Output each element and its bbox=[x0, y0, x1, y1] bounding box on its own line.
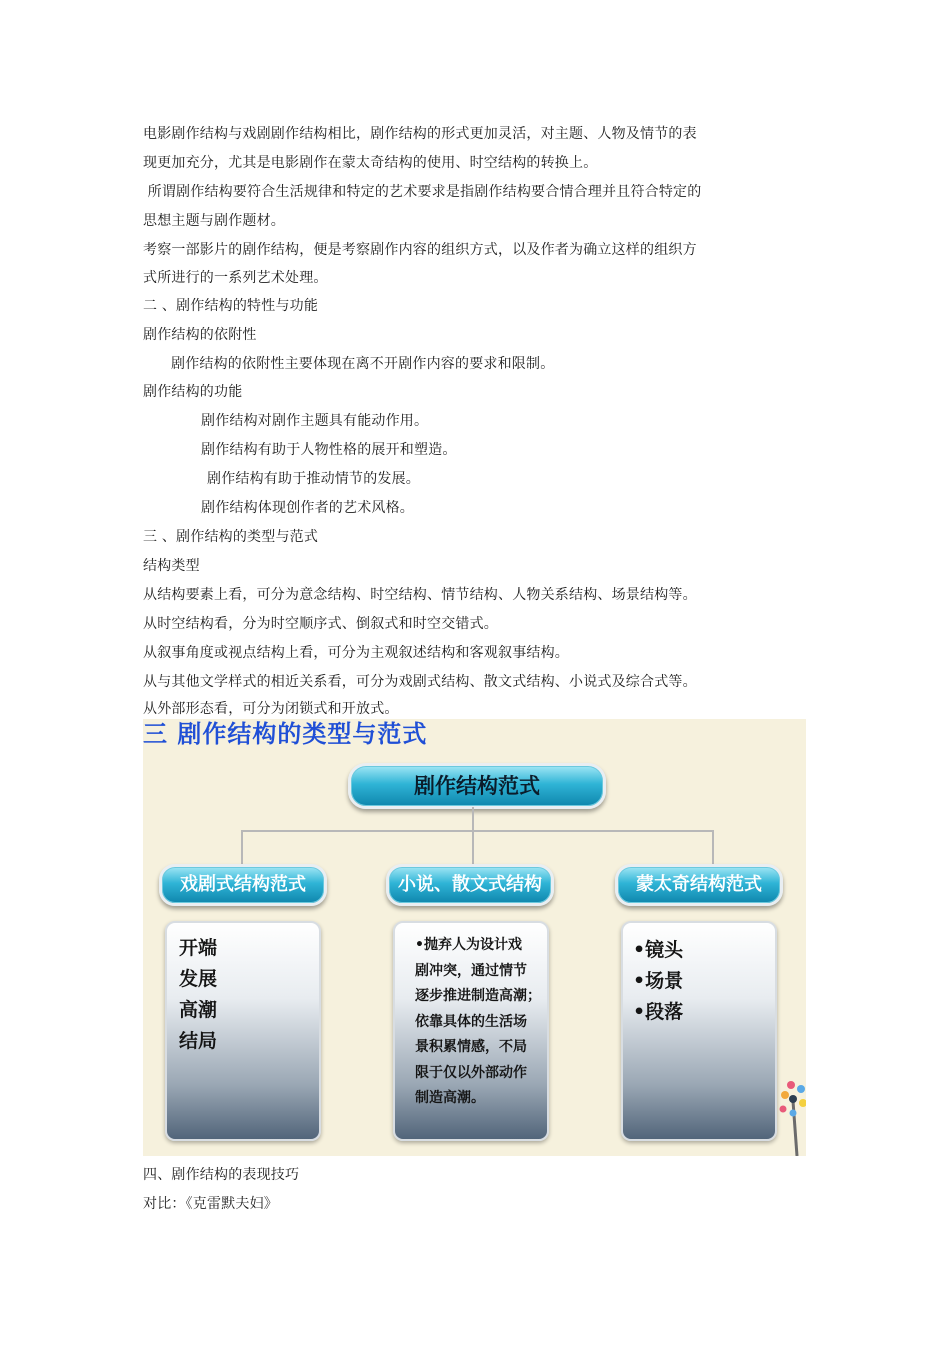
column-3-item: •镜头 bbox=[633, 939, 684, 961]
paragraph-line: 考察一部影片的剧作结构，便是考察剧作内容的组织方式，以及作者为确立这样的组织方 bbox=[143, 242, 697, 258]
flower-decoration-icon bbox=[771, 1071, 806, 1156]
paragraph-line: 电影剧作结构与戏剧剧作结构相比，剧作结构的形式更加灵活，对主题、人物及情节的表 bbox=[143, 126, 697, 142]
column-2-item: 逐步推进制造高潮； bbox=[415, 988, 541, 1004]
paragraph-line: 从结构要素上看，可分为意念结构、时空结构、情节结构、人物关系结构、场景结构等。 bbox=[143, 587, 697, 603]
paragraph-line: 式所进行的一系列艺术处理。 bbox=[143, 270, 328, 286]
connector-left bbox=[241, 830, 243, 864]
column-1-item: 开端 bbox=[179, 937, 218, 959]
paragraph-line: 思想主题与剧作题材。 bbox=[143, 213, 285, 229]
paragraph-line: 从外部形态看，可分为闭锁式和开放式。 bbox=[143, 701, 399, 717]
section-heading: 四、剧作结构的表现技巧 bbox=[143, 1167, 300, 1183]
column-3-pill: 蒙太奇结构范式 bbox=[615, 864, 783, 906]
function-item: 剧作结构对剧作主题具有能动作用。 bbox=[201, 413, 429, 429]
subheading: 剧作结构的依附性 bbox=[143, 327, 257, 343]
paragraph-line: 剧作结构的依附性主要体现在离不开剧作内容的要求和限制。 bbox=[171, 356, 555, 372]
connector-vertical-top bbox=[472, 807, 474, 831]
column-2-item: 景积累情感，不局 bbox=[415, 1039, 527, 1055]
paragraph-line: 所谓剧作结构要符合生活规律和特定的艺术要求是指剧作结构要合情合理并且符合特定的 bbox=[143, 184, 702, 200]
connector-horizontal bbox=[241, 830, 714, 832]
paragraph-line: 从与其他文学样式的相近关系看，可分为戏剧式结构、散文式结构、小说式及综合式等。 bbox=[143, 674, 697, 690]
column-1-item: 结局 bbox=[179, 1030, 218, 1052]
column-1-item: 发展 bbox=[179, 968, 218, 990]
paragraph-line: 现更加充分，尤其是电影剧作在蒙太奇结构的使用、时空结构的转换上。 bbox=[143, 155, 598, 171]
connector-middle bbox=[472, 830, 474, 864]
function-item: 剧作结构有助于人物性格的展开和塑造。 bbox=[201, 442, 457, 458]
column-2-pill: 小说、散文式结构 bbox=[386, 864, 554, 906]
column-2-item: 限于仅以外部动作 bbox=[415, 1064, 527, 1081]
section-heading: 二 、剧作结构的特性与功能 bbox=[143, 298, 319, 314]
column-2-item: •抛弃人为设计戏 bbox=[415, 937, 522, 953]
function-item: 剧作结构有助于推动情节的发展。 bbox=[207, 471, 420, 487]
connector-right bbox=[712, 830, 714, 864]
column-3-item: •段落 bbox=[633, 1001, 684, 1023]
column-2-item: 剧冲突，通过情节 bbox=[415, 962, 527, 979]
paragraph-line: 从叙事角度或视点结构上看，可分为主观叙述结构和客观叙事结构。 bbox=[143, 645, 569, 661]
column-3-box bbox=[621, 921, 777, 1141]
section-heading: 三 、剧作结构的类型与范式 bbox=[143, 529, 319, 545]
column-2-box bbox=[393, 921, 549, 1141]
subheading: 剧作结构的功能 bbox=[143, 384, 243, 400]
column-1-box bbox=[165, 921, 321, 1141]
subheading: 结构类型 bbox=[143, 558, 200, 574]
column-2-item: 依靠具体的生活场 bbox=[415, 1013, 527, 1030]
column-2-item: 制造高潮。 bbox=[415, 1090, 485, 1106]
slide-title: 三 剧作结构的类型与范式 bbox=[143, 720, 428, 748]
function-item: 剧作结构体现创作者的艺术风格。 bbox=[201, 500, 414, 516]
column-1-item: 高潮 bbox=[179, 999, 218, 1021]
slide-figure bbox=[143, 719, 806, 1156]
paragraph-line: 从时空结构看，分为时空顺序式、倒叙式和时空交错式。 bbox=[143, 616, 498, 632]
paragraph-line: 对比：《克雷默夫妇》 bbox=[143, 1196, 278, 1212]
main-pill: 剧作结构范式 bbox=[348, 763, 606, 809]
column-3-item: •场景 bbox=[633, 970, 684, 992]
column-1-pill: 戏剧式结构范式 bbox=[159, 864, 327, 906]
